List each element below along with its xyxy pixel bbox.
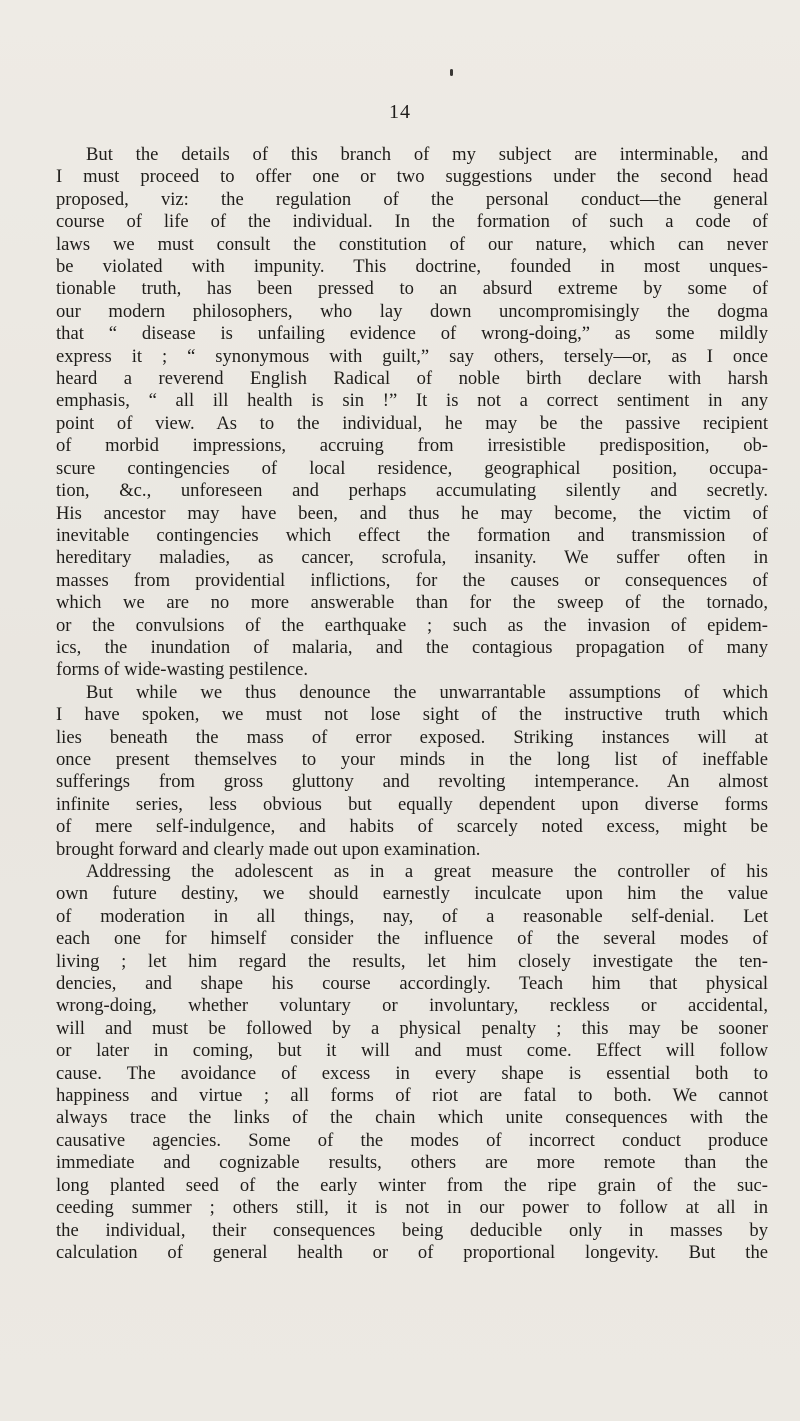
- text-line: dencies, and shape his course accordingly. Teach him that physical: [56, 973, 768, 995]
- text-line: of morbid impressions, accruing from irresistible predisposition, ob-: [56, 435, 768, 457]
- text-line: or later in coming, but it will and must come. Effect will follow: [56, 1040, 768, 1062]
- text-line: masses from providential inflictions, for the causes or consequences of: [56, 569, 768, 591]
- text-line: proposed, viz: the regulation of the personal conduct—the general: [56, 188, 768, 210]
- text-line: I have spoken, we must not lose sight of the instructive truth which: [56, 704, 768, 726]
- text-line: long planted seed of the early winter from the ripe grain of the suc-: [56, 1174, 768, 1196]
- text-line: laws we must consult the constitution of our nature, which can never: [56, 233, 768, 255]
- text-line: His ancestor may have been, and thus he may become, the victim of: [56, 502, 768, 524]
- text-line: But while we thus denounce the unwarrantable assumptions of which: [86, 681, 768, 703]
- text-line: brought forward and clearly made out upon examination.: [56, 838, 481, 860]
- text-line: be violated with impunity. This doctrine, founded in most unques-: [56, 256, 768, 278]
- text-line: Addressing the adolescent as in a great measure the controller of his: [86, 861, 768, 882]
- text-line: immediate and cognizable results, others are more remote than the: [56, 1152, 768, 1174]
- text-line: cause. The avoidance of excess in every shape is essential both to: [56, 1062, 768, 1084]
- text-line: always trace the links of the chain which unite consequences with the: [56, 1107, 768, 1129]
- text-line: tionable truth, has been pressed to an absurd extreme by some of: [56, 278, 768, 300]
- text-line: forms of wide-wasting pestilence.: [56, 659, 308, 681]
- text-line: hereditary maladies, as cancer, scrofula, insanity. We suffer often in: [56, 547, 768, 569]
- text-line: once present themselves to your minds in the long list of ineffable: [56, 748, 768, 770]
- text-line: will and must be followed by a physical penalty ; this may be sooner: [56, 1017, 768, 1039]
- text-line: sufferings from gross gluttony and revolting intemperance. An almost: [56, 771, 768, 793]
- body-text: [56, 144, 768, 1264]
- text-line: each one for himself consider the influence of the several modes of: [56, 928, 768, 950]
- text-line: living ; let him regard the results, let him closely investigate the ten-: [56, 950, 768, 972]
- text-line: our modern philosophers, who lay down uncompromisingly the dogma: [56, 300, 768, 322]
- page-number: 14: [389, 101, 411, 123]
- ink-speck: [450, 69, 453, 76]
- text-line: tion, &c., unforeseen and perhaps accumulating silently and secretly.: [56, 480, 768, 502]
- text-line: scure contingencies of local residence, geographical position, occupa-: [56, 457, 768, 479]
- text-line: I must proceed to offer one or two suggestions under the second head: [56, 166, 768, 188]
- text-line: the individual, their consequences being deducible only in masses by: [56, 1219, 768, 1241]
- text-line: inevitable contingencies which effect the formation and transmission of: [56, 524, 768, 546]
- text-line: But the details of this branch of my subject are interminable, and: [86, 144, 768, 165]
- text-line: happiness and virtue ; all forms of riot are fatal to both. We cannot: [56, 1085, 768, 1107]
- text-line: ics, the inundation of malaria, and the contagious propagation of many: [56, 636, 768, 658]
- text-line: infinite series, less obvious but equally dependent upon diverse forms: [56, 793, 768, 815]
- text-line: calculation of general health or of proportional longevity. But the: [56, 1241, 768, 1263]
- text-line: that “ disease is unfailing evidence of wrong-doing,” as some mildly: [56, 323, 768, 345]
- text-line: of moderation in all things, nay, of a reasonable self-denial. Let: [56, 905, 768, 927]
- text-line: causative agencies. Some of the modes of incorrect conduct produce: [56, 1129, 768, 1151]
- text-line: point of view. As to the individual, he may be the passive recipient: [56, 412, 768, 434]
- text-line: course of life of the individual. In the formation of such a code of: [56, 211, 768, 233]
- text-line: wrong-doing, whether voluntary or involuntary, reckless or accidental,: [56, 995, 768, 1017]
- text-line: heard a reverend English Radical of noble birth declare with harsh: [56, 368, 768, 390]
- text-line: emphasis, “ all ill health is sin !” It is not a correct sentiment in any: [56, 390, 768, 412]
- text-line: lies beneath the mass of error exposed. Striking instances will at: [56, 726, 768, 748]
- text-line: express it ; “ synonymous with guilt,” say others, tersely—or, as I once: [56, 345, 768, 367]
- text-line: ceeding summer ; others still, it is not in our power to follow at all in: [56, 1197, 768, 1219]
- text-line: or the convulsions of the earthquake ; such as the invasion of epidem-: [56, 614, 768, 636]
- text-line: own future destiny, we should earnestly inculcate upon him the value: [56, 883, 768, 905]
- text-line: of mere self-indulgence, and habits of scarcely noted excess, might be: [56, 816, 768, 838]
- text-line: which we are no more answerable than for the sweep of the tornado,: [56, 592, 768, 614]
